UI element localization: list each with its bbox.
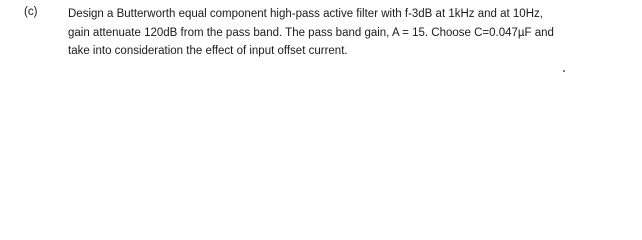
question-number: (c): [24, 6, 38, 18]
question-text-line: Design a Butterworth equal component high-pass active filter with f-3dB at 1kHz and at 10Hz,: [68, 8, 543, 20]
question-text: [68, 5, 638, 61]
stray-dot-mark: [563, 70, 565, 72]
question-text-line: take into consideration the effect of input offset current.: [68, 45, 348, 57]
question-text-line: gain attenuate 120dB from the pass band. The pass band gain, A = 15. Choose C=0.047µF and: [68, 26, 554, 39]
question-block: [0, 0, 642, 91]
